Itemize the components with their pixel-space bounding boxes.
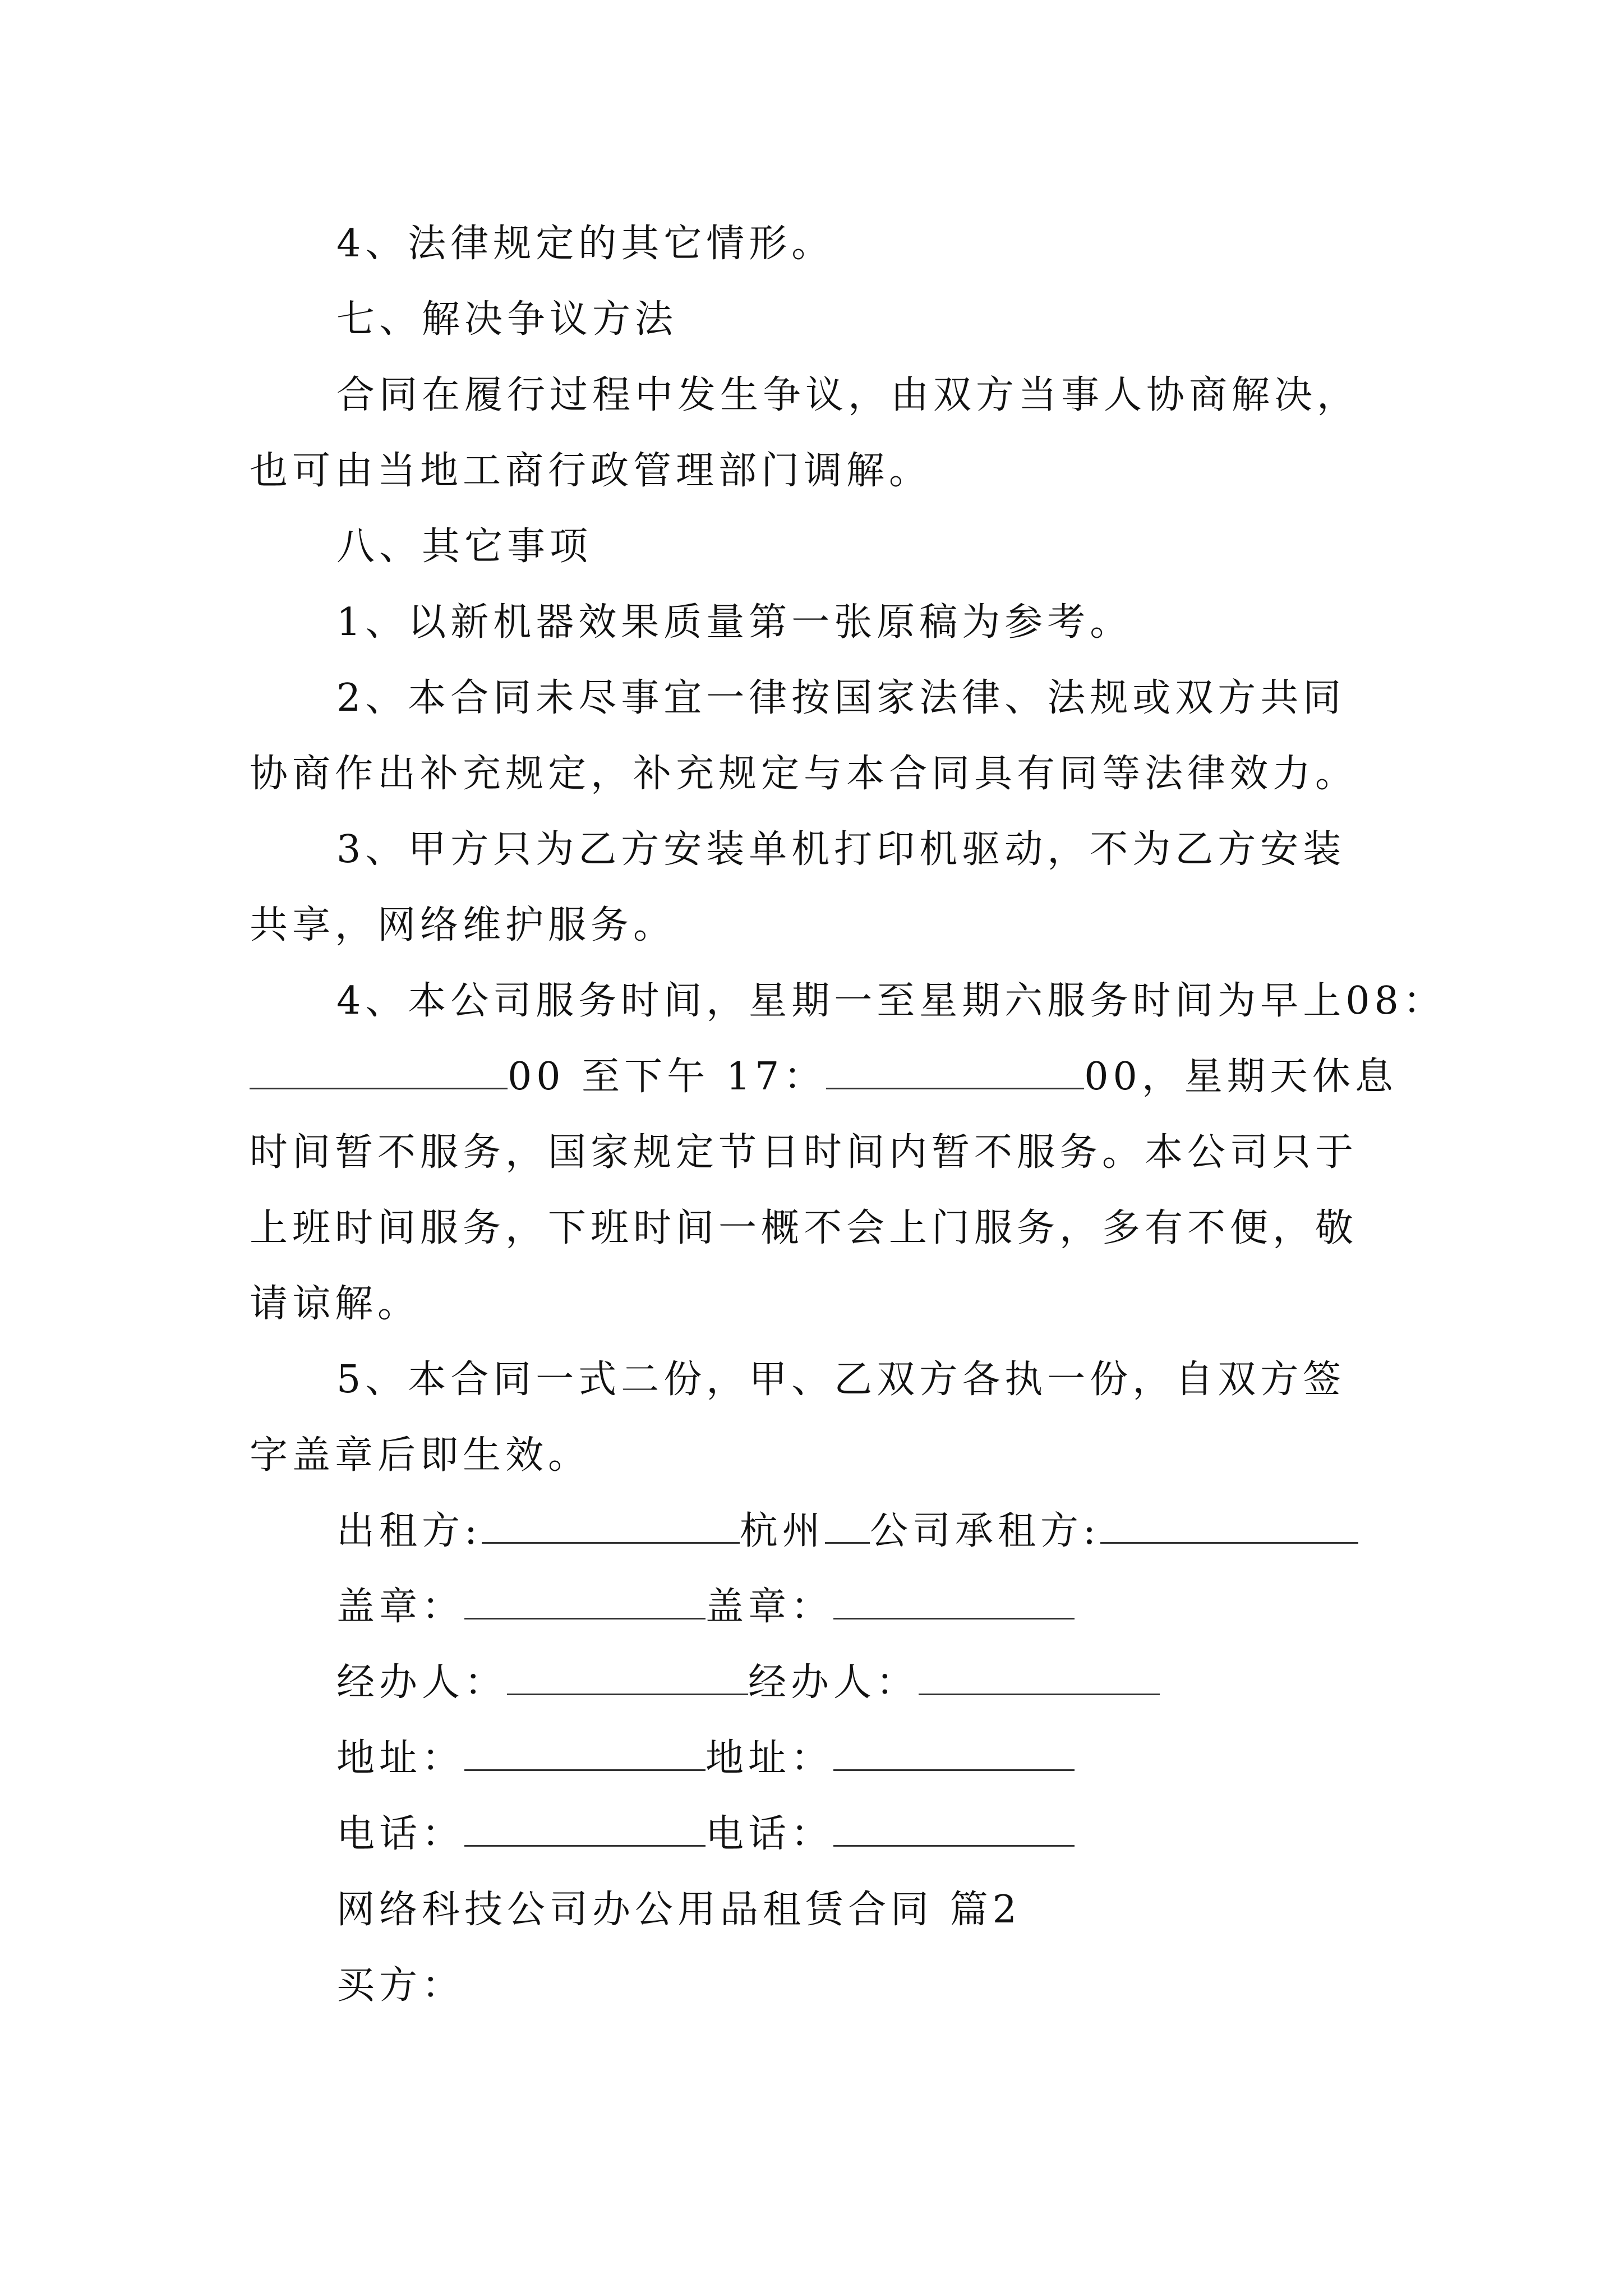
address-label-lessor: 地址： xyxy=(336,1736,465,1780)
clause-8-4-line-3: 时间暂不服务，国家规定节日时间内暂不服务。本公司只于 xyxy=(250,1130,1358,1175)
agent-label-lessee: 经办人： xyxy=(748,1660,919,1705)
blank-line xyxy=(464,1734,706,1771)
blank-line xyxy=(507,1659,748,1695)
signature-agent-row xyxy=(336,1658,1160,1708)
blank-line xyxy=(833,1734,1075,1771)
clause-8-5-line-2: 字盖章后即生效。 xyxy=(250,1433,591,1478)
clause-8-4-line-4: 上班时间服务，下班时间一概不会上门服务，多有不便，敬 xyxy=(250,1206,1358,1250)
blank-line xyxy=(826,1053,1084,1089)
clause-8-2-line-2: 协商作出补充规定，补充规定与本合同具有同等法律效力。 xyxy=(250,752,1358,796)
clause-8-4-line-5: 请谅解。 xyxy=(250,1282,421,1326)
next-contract-title: 网络科技公司办公用品租赁合同 篇2 xyxy=(336,1888,1021,1932)
blank-line xyxy=(919,1659,1160,1695)
clause-8-2-line-1: 2、本合同未尽事宜一律按国家法律、法规或双方共同 xyxy=(336,676,1346,720)
clause-8-1-text: 1、以新机器效果质量第一张原稿为参考。 xyxy=(336,600,1133,645)
blank-line xyxy=(464,1583,706,1619)
clause-8-3-line-1: 3、甲方只为乙方安装单机打印机驱动，不为乙方安装 xyxy=(336,827,1346,872)
lessor-city: 杭州 xyxy=(739,1509,825,1553)
lessor-label: 出租方: xyxy=(336,1509,482,1553)
time-text-2: 00，星期天休息 xyxy=(1084,1055,1398,1099)
dispute-paragraph-line-2: 也可由当地工商行政管理部门调解。 xyxy=(250,449,932,493)
signature-seal-row xyxy=(336,1582,1075,1632)
clause-8-4-line-2 xyxy=(250,1052,1398,1102)
agent-label-lessor: 经办人： xyxy=(336,1660,508,1705)
signature-phone-row xyxy=(336,1809,1075,1860)
blank-line xyxy=(464,1810,706,1847)
clause-7-4-text: 4、法律规定的其它情形。 xyxy=(336,222,834,266)
blank-line xyxy=(825,1507,870,1544)
phone-label-lessor: 电话： xyxy=(336,1812,465,1856)
clause-8-5-line-1: 5、本合同一式二份，甲、乙双方各执一份，自双方签 xyxy=(336,1358,1346,1402)
phone-label-lessee: 电话： xyxy=(706,1812,834,1856)
blank-line xyxy=(482,1507,740,1544)
lessee-label: 公司承租方: xyxy=(869,1509,1100,1553)
time-text-1: 00 至下午 17： xyxy=(508,1055,827,1099)
blank-line xyxy=(833,1583,1075,1619)
section-7-heading: 七、解决争议方法 xyxy=(336,297,678,342)
blank-line xyxy=(1100,1507,1358,1544)
blank-line xyxy=(250,1053,508,1089)
dispute-paragraph-line-1: 合同在履行过程中发生争议，由双方当事人协商解决， xyxy=(336,373,1360,417)
address-label-lessee: 地址： xyxy=(706,1736,834,1780)
blank-line xyxy=(833,1810,1075,1847)
seal-label-lessor: 盖章： xyxy=(336,1585,465,1629)
clause-8-3-line-2: 共享，网络维护服务。 xyxy=(250,903,676,947)
buyer-label: 买方： xyxy=(336,1963,465,2008)
section-8-heading: 八、其它事项 xyxy=(336,524,593,569)
clause-8-4-line-1: 4、本公司服务时间，星期一至星期六服务时间为早上08： xyxy=(336,979,1446,1023)
signature-address-row xyxy=(336,1733,1075,1784)
signature-lessor-row xyxy=(336,1506,1358,1557)
seal-label-lessee: 盖章： xyxy=(706,1585,834,1629)
